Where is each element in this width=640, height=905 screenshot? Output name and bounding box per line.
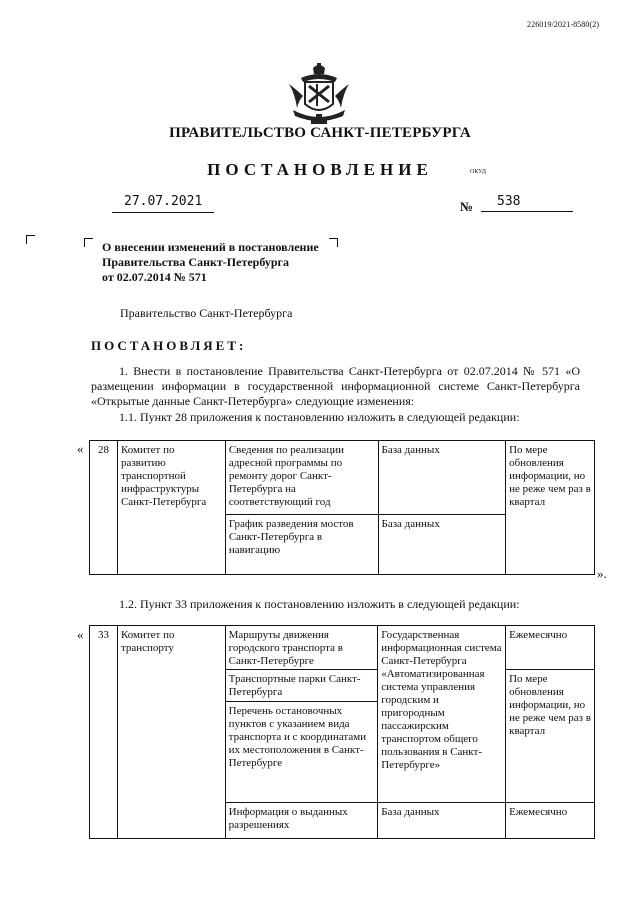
- number-sign: №: [460, 199, 474, 214]
- document-type-title: ПОСТАНОВЛЕНИЕ: [207, 160, 433, 179]
- corner-mark: [84, 238, 93, 247]
- paragraph-1-2: 1.2. Пункт 33 приложения к постановлению изложить в следующей редакции:: [119, 597, 520, 611]
- table-row: 33 Комитет по транспорту Маршруты движения городского транспорта в Санкт-Петербурге Государственная информационная система Санкт-Петербурга «Автоматизированная система управления городским и пригородным пассажирским транспортом общего пользования в Санкт-Петербурге» Ежемесячно: [90, 626, 595, 670]
- table-row: Информация о выданных разрешениях База данных Ежемесячно: [90, 803, 595, 839]
- government-title: ПРАВИТЕЛЬСТВО САНКТ-ПЕТЕРБУРГА: [169, 125, 471, 141]
- document-subject: О внесении изменений в постановление Правительства Санкт-Петербурга от 02.07.2014 № 571: [102, 240, 319, 284]
- table-item-33: [89, 625, 595, 839]
- paragraph-1-1: 1.1. Пункт 28 приложения к постановлению изложить в следующей редакции:: [119, 410, 520, 424]
- quote-open: «: [77, 441, 84, 456]
- table-row: Транспортные парки Санкт-Петербурга По мере обновления информации, но не реже чем раз в квартал: [90, 670, 595, 702]
- quote-open: «: [77, 627, 84, 642]
- coat-of-arms-emblem: [287, 62, 351, 126]
- corner-mark: [329, 238, 338, 247]
- intro-text: Правительство Санкт-Петербурга: [120, 306, 293, 320]
- table-item-28: [89, 440, 595, 575]
- document-date: 27.07.2021: [112, 194, 214, 213]
- table-row: 28 Комитет по развитию транспортной инфраструктуры Санкт-Петербурга Сведения по реализации адресной программы по ремонту дорог Санкт-Петербурга на соответствующий год База данных По мере обновления информации, но не реже чем раз в квартал: [90, 441, 595, 515]
- decree-heading: ПОСТАНОВЛЯЕТ:: [91, 338, 247, 353]
- table-row: График разведения мостов Санкт-Петербурга в навигацию База данных: [90, 515, 595, 575]
- corner-mark: [26, 235, 35, 244]
- okud-label: ОКУД: [470, 169, 486, 175]
- document-registration-number: 226019/2021-8580(2): [527, 20, 600, 29]
- table-row: Перечень остановочных пунктов с указанием вида транспорта и с координатами их местоположения в Санкт-Петербурге: [90, 702, 595, 803]
- quote-close: ».: [597, 566, 607, 581]
- document-number: 538: [481, 194, 573, 212]
- paragraph-1: 1. Внести в постановление Правительства Санкт-Петербурга от 02.07.2014 № 571 «О размещении информации в государственной информационной системе Санкт-Петербурга «Открытые данные Санкт-Петербурга» следующие изменения:: [91, 364, 580, 408]
